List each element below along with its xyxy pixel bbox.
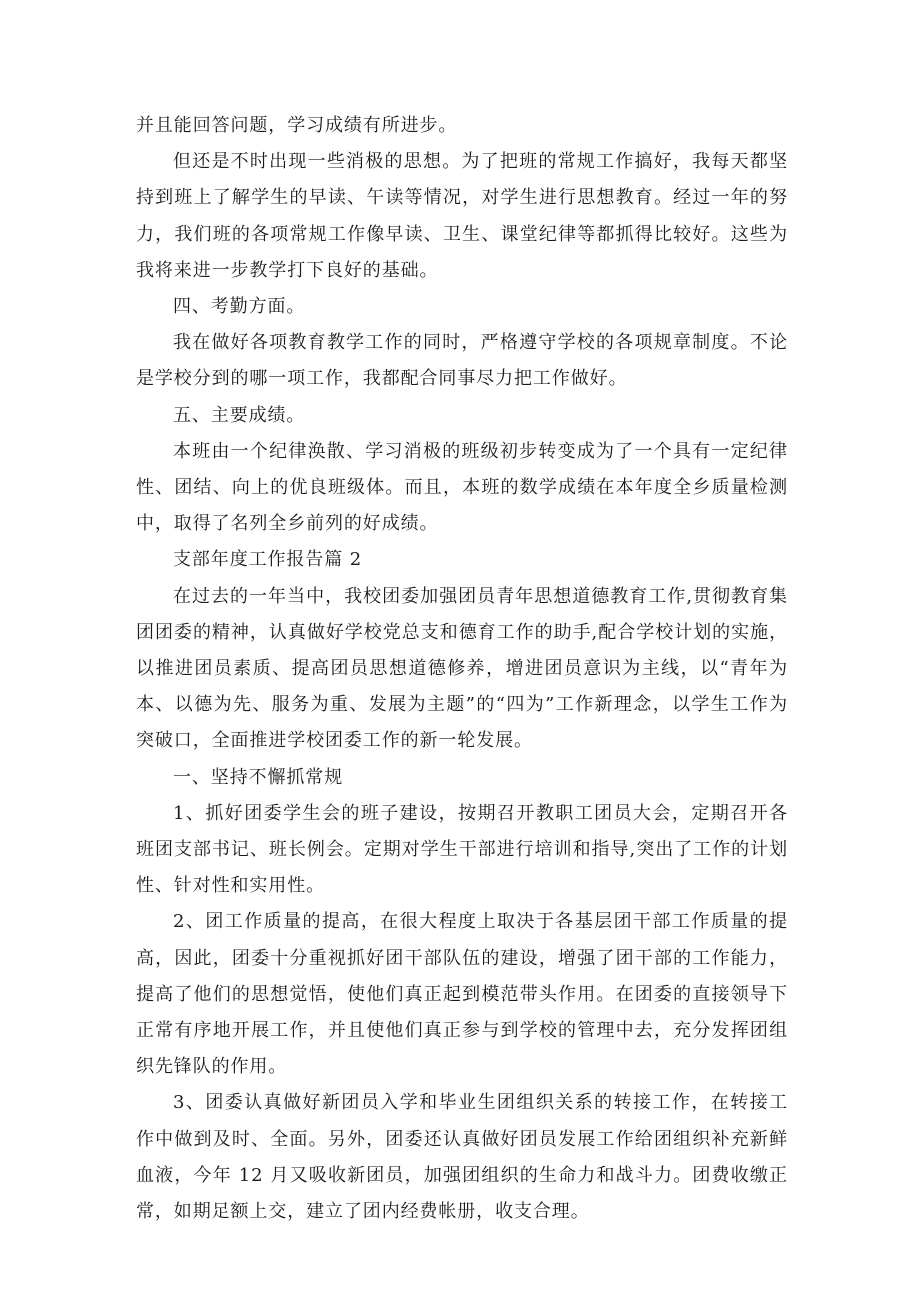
section-heading-routine: 一、坚持不懈抓常规 (173, 766, 344, 788)
paragraph-item-3: 3、团委认真做好新团员入学和毕业生团组织关系的转接工作，在转接工作中做到及时、全面。另外，团委还认真做好团员发展工作给团组织补充新鲜血液，今年 12 月又吸收新团员，加强团组织的生命力和战斗力。团费收缴正常，如期足额上交，建立了团内经费帐册，收支合理。 (136, 1092, 788, 1223)
paragraph-achievements: 本班由一个纪律涣散、学习消极的班级初步转变成为了一个具有一定纪律性、团结、向上的优良班级体。而且，本班的数学成绩在本年度全乡质量检测中，取得了名列全乡前列的好成绩。 (136, 440, 788, 535)
paragraph-continuation: 并且能回答问题，学习成绩有所进步。 (136, 115, 458, 136)
paragraph-routine-work: 但还是不时出现一些消极的思想。为了把班的常规工作搞好，我每天都坚持到班上了解学生的早读、午读等情况，对学生进行思想教育。经过一年的努力，我们班的各项常规工作像早读、卫生、课堂纪律等都抓得比较好。这些为我将来进一步教学打下良好的基础。 (136, 151, 788, 281)
paragraph-report-intro: 在过去的一年当中，我校团委加强团员青年思想道德教育工作,贯彻教育集团团委的精神，认真做好学校党总支和德育工作的助手,配合学校计划的实施，以推进团员素质、提高团员思想道德修养，增进团员意识为主线，以“青年为本、以德为先、服务为重、发展为主题”的“四为”工作新理念，以学生工作为突破口，全面推进学校团委工作的新一轮发展。 (136, 585, 788, 752)
article-title-report-2: 支部年度工作报告篇 2 (173, 549, 363, 571)
section-heading-attendance: 四、考勤方面。 (173, 296, 306, 318)
document-page (136, 108, 788, 1230)
paragraph-item-2: 2、团工作质量的提高，在很大程度上取决于各基层团干部工作质量的提高，因此，团委十分重视抓好团干部队伍的建设，增强了团干部的工作能力，提高了他们的思想觉悟，使他们真正起到模范带头作用。在团委的直接领导下正常有序地开展工作，并且使他们真正参与到学校的管理中去，充分发挥团组织先锋队的作用。 (136, 911, 788, 1078)
paragraph-attendance: 我在做好各项教育教学工作的同时，严格遵守学校的各项规章制度。不论是学校分到的哪一项工作，我都配合同事尽力把工作做好。 (136, 332, 788, 390)
section-heading-achievements: 五、主要成绩。 (173, 404, 306, 426)
paragraph-item-1: 1、抓好团委学生会的班子建设，按期召开教职工团员大会，定期召开各班团支部书记、班长例会。定期对学生干部进行培训和指导,突出了工作的计划性、针对性和实用性。 (136, 802, 788, 897)
